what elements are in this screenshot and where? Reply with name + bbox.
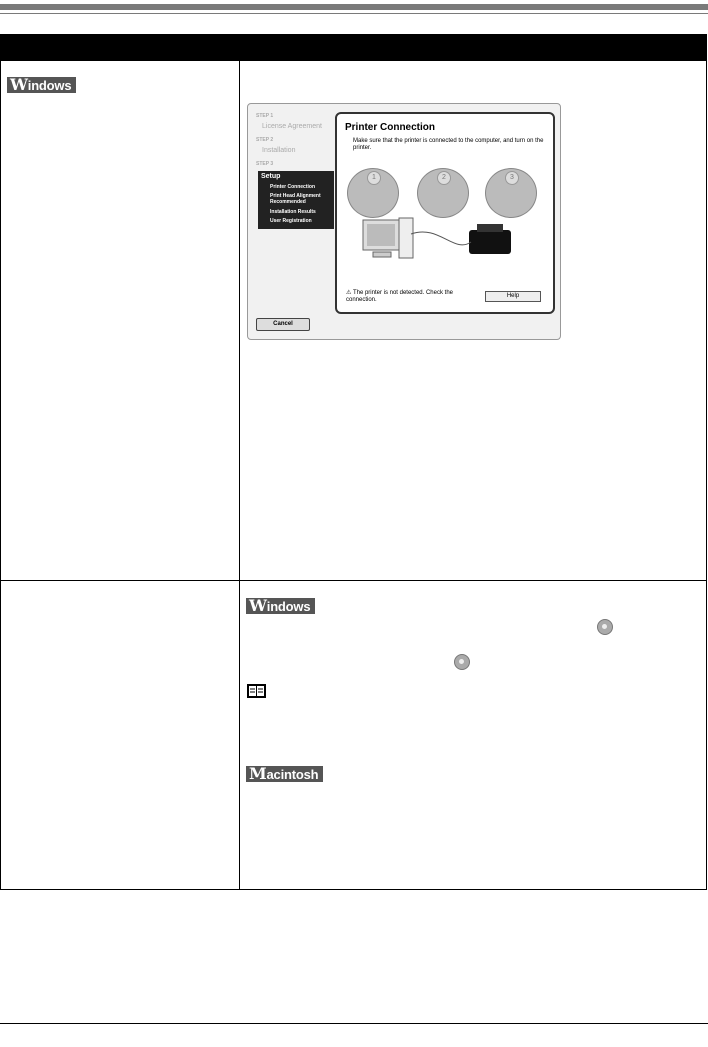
help-button[interactable]: Help	[485, 291, 541, 302]
step-illustration	[347, 168, 399, 218]
warning-text: ⚠ The printer is not detected. Check the connection.	[346, 290, 453, 303]
windows-badge: Windows	[7, 77, 76, 93]
step-illustration	[485, 168, 537, 218]
row-divider	[1, 580, 706, 581]
installer-steps	[248, 104, 334, 337]
warning-icon: ⚠	[346, 290, 353, 296]
header-rule	[0, 4, 708, 10]
computer-printer-illustration	[359, 214, 549, 274]
setup-item: Printer Connection	[270, 184, 316, 190]
step-text: Installation	[262, 147, 296, 154]
table-header	[1, 35, 706, 61]
circle-number: 3	[505, 171, 519, 185]
footer-rule	[0, 1023, 708, 1024]
setup-title: Setup	[261, 173, 281, 180]
step-label: STEP 2	[256, 137, 274, 143]
macintosh-badge: Macintosh	[246, 766, 323, 782]
column-divider	[239, 61, 240, 889]
step-label: STEP 3	[256, 161, 274, 167]
cd-rom-icon	[454, 654, 470, 670]
step-illustration	[417, 168, 469, 218]
circle-number: 1	[367, 171, 381, 185]
cd-rom-icon	[597, 619, 613, 635]
note-icon	[247, 684, 266, 698]
setup-step-box	[258, 171, 334, 229]
header-rule-thin	[0, 13, 708, 14]
installer-screenshot	[247, 103, 561, 340]
step-label: STEP 1	[256, 113, 274, 119]
setup-item: Installation Results	[270, 209, 316, 215]
setup-item: User Registration	[270, 218, 312, 224]
step-text: License Agreement	[262, 123, 322, 130]
cancel-button[interactable]: Cancel	[256, 318, 310, 331]
printer-connection-panel	[335, 112, 555, 314]
panel-title: Printer Connection	[345, 122, 436, 133]
circle-number: 2	[437, 171, 451, 185]
panel-message: Make sure that the printer is connected to the computer, and turn on the printer.	[353, 138, 544, 151]
windows-badge: Windows	[246, 598, 315, 614]
setup-item: Print Head Alignment Recommended	[270, 193, 321, 205]
